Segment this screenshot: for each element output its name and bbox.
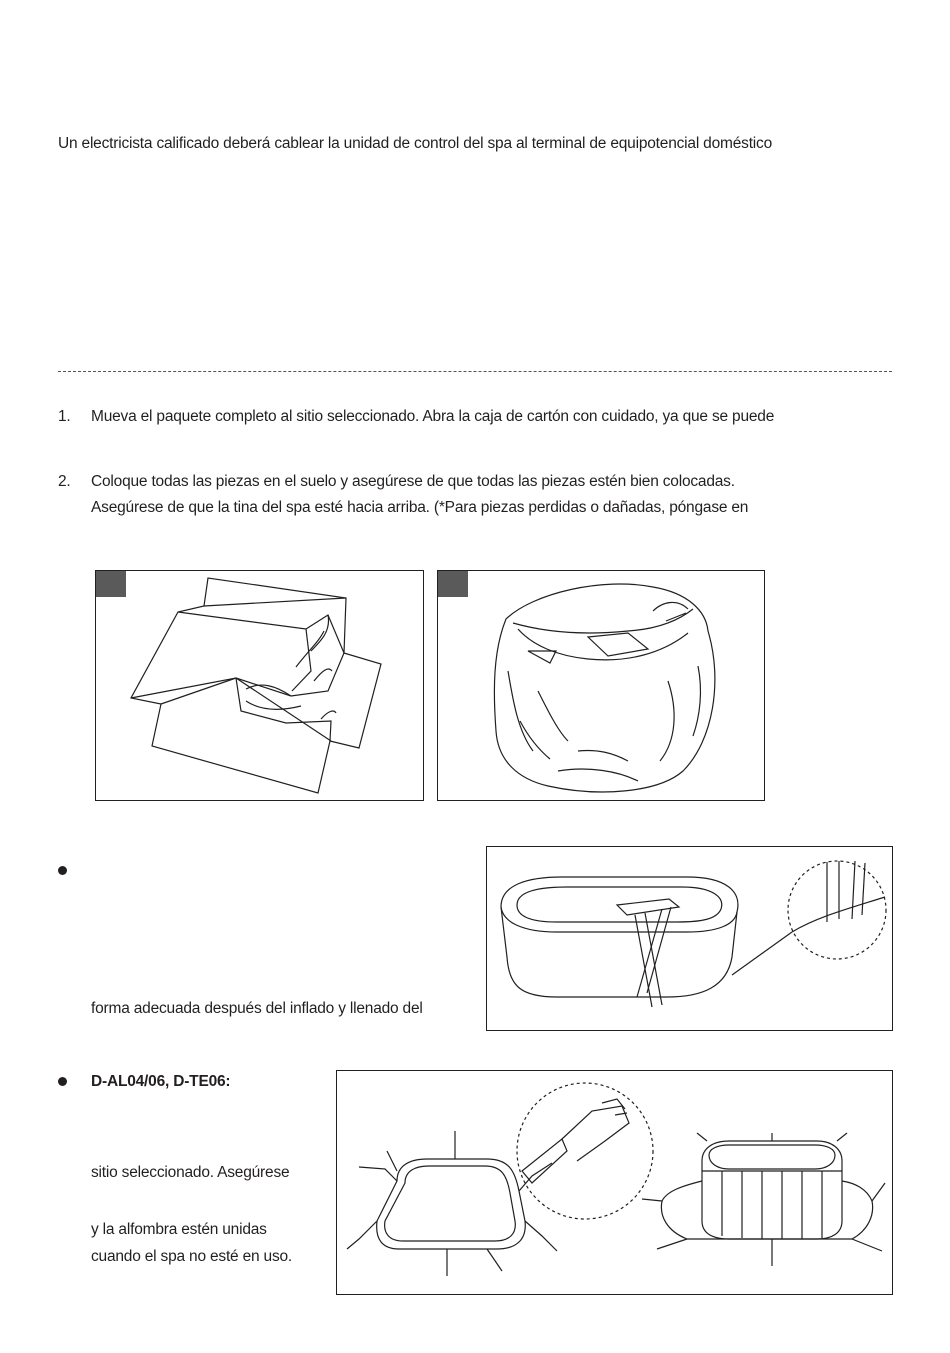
section-b-heading: D-AL04/06, D-TE06: (91, 1073, 231, 1090)
figure-spa-straps (486, 846, 893, 1031)
figure-deflated-spa (437, 570, 765, 801)
figure-open-box (95, 570, 424, 801)
spa-tie-down-strap-icon (487, 847, 892, 1030)
section-a-line: forma adecuada después del inflado y llenado del (91, 1000, 423, 1017)
step-2-line-1: Coloque todas las piezas en el suelo y asegúrese de que todas las piezas estén bien colocadas. (91, 473, 735, 490)
open-cardboard-box-icon (96, 571, 423, 800)
step-2-number: 2. (58, 473, 71, 490)
figure-spa-mat (336, 1070, 893, 1295)
spa-ground-mat-strap-icon (337, 1071, 892, 1294)
step-1-line-1: Mueva el paquete completo al sitio seleccionado. Abra la caja de cartón con cuidado, ya que se puede (91, 408, 775, 425)
section-b-line-2: y la alfombra estén unidas (91, 1221, 267, 1238)
intro-text: Un electricista calificado deberá cablear la unidad de control del spa al terminal de equipotencial doméstico (58, 135, 773, 152)
section-b-line-1: sitio seleccionado. Asegúrese (91, 1164, 290, 1181)
step-1-number: 1. (58, 408, 71, 425)
deflated-spa-icon (438, 571, 764, 800)
section-divider (58, 371, 892, 372)
section-a-bullet (58, 866, 67, 875)
section-b-line-3: cuando el spa no esté en uso. (91, 1248, 293, 1265)
step-2-line-2: Asegúrese de que la tina del spa esté hacia arriba. (*Para piezas perdidas o dañadas, póngase en (91, 499, 749, 516)
section-b-bullet (58, 1077, 67, 1086)
